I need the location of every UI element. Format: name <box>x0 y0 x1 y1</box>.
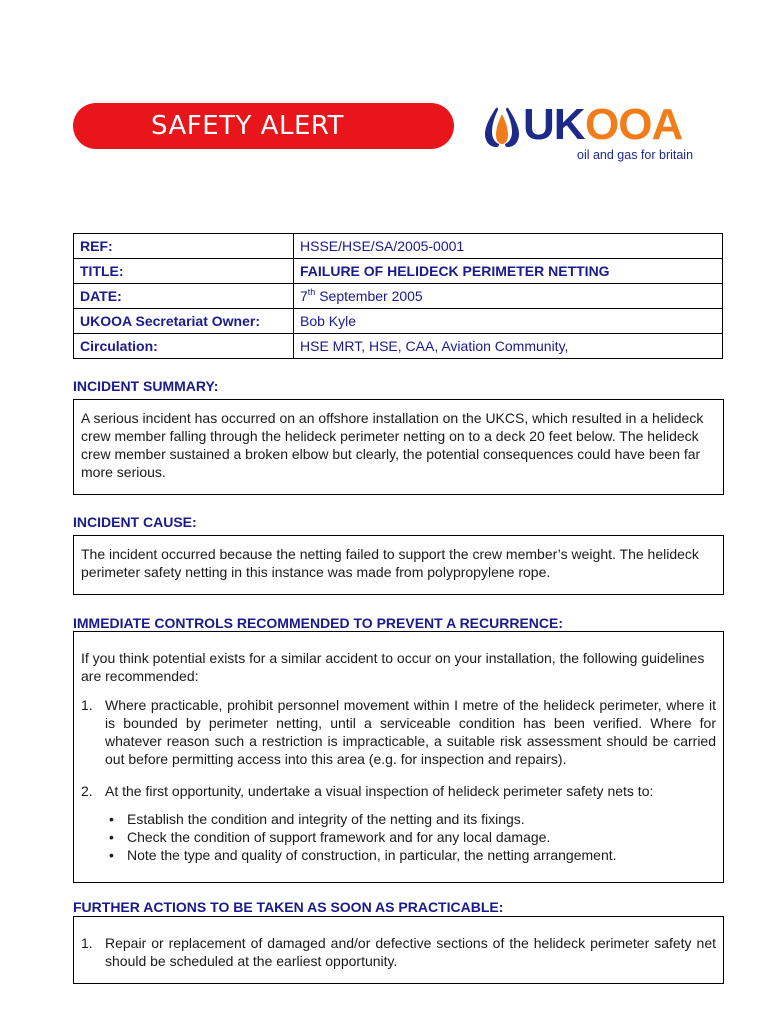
list-item <box>81 810 716 828</box>
safety-alert-title: SAFETY ALERT <box>151 111 344 141</box>
circulation-label: Circulation: <box>74 334 294 359</box>
controls-intro: If you think potential exists for a similar accident to occur on your installation, the following guidelines are recommended: <box>81 650 705 684</box>
immediate-controls-heading: IMMEDIATE CONTROLS RECOMMENDED TO PREVENT A RECURRENCE: <box>73 615 564 631</box>
table-row <box>74 259 723 284</box>
alert-info-table <box>73 233 723 359</box>
further-actions-list <box>81 934 716 970</box>
bullet-icon: • <box>109 829 114 845</box>
date-rest: September 2005 <box>315 288 423 304</box>
list-number: 1. <box>81 935 93 951</box>
ref-value: HSSE/HSE/SA/2005-0001 <box>294 234 723 259</box>
incident-cause-heading: INCIDENT CAUSE: <box>73 514 197 530</box>
list-item <box>81 696 716 768</box>
bullet-text: Establish the condition and integrity of the netting and its fixings. <box>127 811 525 827</box>
incident-summary-box <box>73 399 724 495</box>
logo-ooa-text: OOA <box>585 100 683 149</box>
immediate-controls-box <box>73 631 724 883</box>
inspection-bullets <box>81 810 716 864</box>
list-number: 2. <box>81 783 93 799</box>
table-row <box>74 234 723 259</box>
bullet-text: Note the type and quality of construction, in particular, the netting arrangement. <box>127 847 617 863</box>
bullet-text: Check the condition of support framework and for any local damage. <box>127 829 551 845</box>
circulation-value: HSE MRT, HSE, CAA, Aviation Community, <box>294 334 723 359</box>
list-item <box>81 846 716 864</box>
further-actions-heading: FURTHER ACTIONS TO BE TAKEN AS SOON AS PRACTICABLE: <box>73 899 504 915</box>
incident-cause-text: The incident occurred because the netting failed to support the crew member’s weight. The helideck perimeter safety netting in this instance was made from polypropylene rope. <box>81 546 699 580</box>
further-item-1: Repair or replacement of damaged and/or defective sections of the helideck perimeter safety net should be scheduled at the earliest opportunity. <box>105 935 716 969</box>
incident-summary-text: A serious incident has occurred on an offshore installation on the UKCS, which resulted in a helideck crew member falling through the helideck perimeter netting on to a deck 20 feet below. The helideck crew member sustained a broken elbow but clearly, the potential consequences could have been far more serious. <box>81 410 704 480</box>
list-item <box>81 782 716 800</box>
bullet-icon: • <box>109 847 114 863</box>
bullet-icon: • <box>109 811 114 827</box>
owner-value: Bob Kyle <box>294 309 723 334</box>
controls-list <box>81 696 716 800</box>
table-row <box>74 334 723 359</box>
date-day: 7 <box>300 288 308 304</box>
oil-drop-icon <box>485 106 519 148</box>
controls-item-1: Where practicable, prohibit personnel movement within I metre of the helideck perimeter, where it is bounded by perimeter netting, until a serviceable condition has been verified. Where for whatever reason such a restriction is impracticable, a suitable risk assessment should be carried out before permitting access into this area (e.g. for inspection and repairs). <box>105 697 716 767</box>
title-label: TITLE: <box>74 259 294 284</box>
title-value: FAILURE OF HELIDECK PERIMETER NETTING <box>294 259 723 284</box>
further-actions-box <box>73 916 724 984</box>
list-item <box>81 934 716 970</box>
incident-cause-box <box>73 535 724 595</box>
list-number: 1. <box>81 697 93 713</box>
safety-alert-banner <box>73 103 454 149</box>
logo-uk-text: UK <box>523 100 585 149</box>
table-row <box>74 284 723 309</box>
owner-label: UKOOA Secretariat Owner: <box>74 309 294 334</box>
table-row <box>74 309 723 334</box>
controls-item-2: At the first opportunity, undertake a visual inspection of helideck perimeter safety nets to: <box>105 783 654 799</box>
incident-summary-heading: INCIDENT SUMMARY: <box>73 378 219 394</box>
date-label: DATE: <box>74 284 294 309</box>
logo-tagline: oil and gas for britain <box>577 148 694 162</box>
ukooa-logo <box>485 100 715 166</box>
date-value <box>294 284 723 309</box>
list-item <box>81 828 716 846</box>
date-suffix: th <box>307 287 316 297</box>
ref-label: REF: <box>74 234 294 259</box>
